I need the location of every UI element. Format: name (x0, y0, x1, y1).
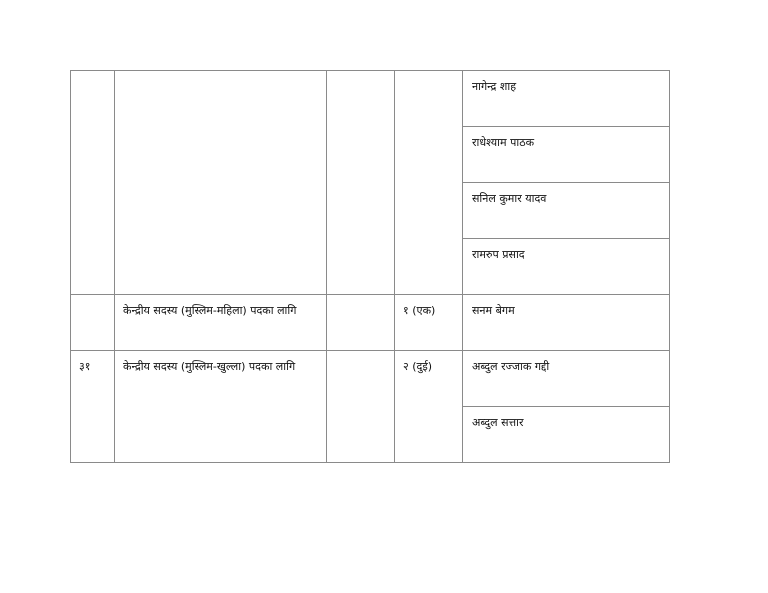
name-cell (463, 351, 670, 407)
seat-count: २ (दुई) (403, 360, 433, 373)
remarks-cell (327, 71, 395, 295)
seat-count: १ (एक) (403, 304, 436, 317)
count-cell (395, 351, 463, 463)
candidate-table (70, 70, 670, 463)
remarks-cell (327, 295, 395, 351)
candidate-name: अब्दुल सत्तार (472, 416, 524, 429)
remarks-text (327, 295, 394, 304)
table-row (71, 295, 670, 351)
seat-count (395, 71, 462, 80)
serial-cell (71, 295, 115, 351)
name-cell (463, 295, 670, 351)
candidate-name: राधेश्याम पाठक (472, 136, 535, 149)
candidate-name: सनिल कुमार यादव (472, 192, 547, 205)
name-cell (463, 183, 670, 239)
position-label: केन्द्रीय सदस्य (मुस्लिम-खुल्ला) पदका लागि (123, 360, 296, 373)
position-cell (115, 351, 327, 463)
name-cell (463, 239, 670, 295)
candidate-name: नागेन्द्र शाह (472, 80, 517, 93)
count-cell (395, 71, 463, 295)
position-cell (115, 295, 327, 351)
table-row (71, 71, 670, 127)
candidate-name: सनम बेगम (472, 304, 515, 317)
position-cell (115, 71, 327, 295)
serial-cell (71, 351, 115, 463)
serial-number (71, 295, 114, 304)
position-label (115, 71, 326, 80)
candidate-name: रामरुप प्रसाद (472, 248, 525, 261)
name-cell (463, 127, 670, 183)
candidate-name: अब्दुल रज्जाक गद्दी (472, 360, 550, 373)
remarks-text (327, 71, 394, 80)
remarks-cell (327, 351, 395, 463)
name-cell (463, 71, 670, 127)
serial-number: ३१ (79, 360, 91, 373)
remarks-text (327, 351, 394, 360)
position-label: केन्द्रीय सदस्य (मुस्लिम-महिला) पदका लागि (123, 304, 297, 317)
serial-cell (71, 71, 115, 295)
serial-number (71, 71, 114, 80)
table-row (71, 351, 670, 407)
count-cell (395, 295, 463, 351)
name-cell (463, 407, 670, 463)
